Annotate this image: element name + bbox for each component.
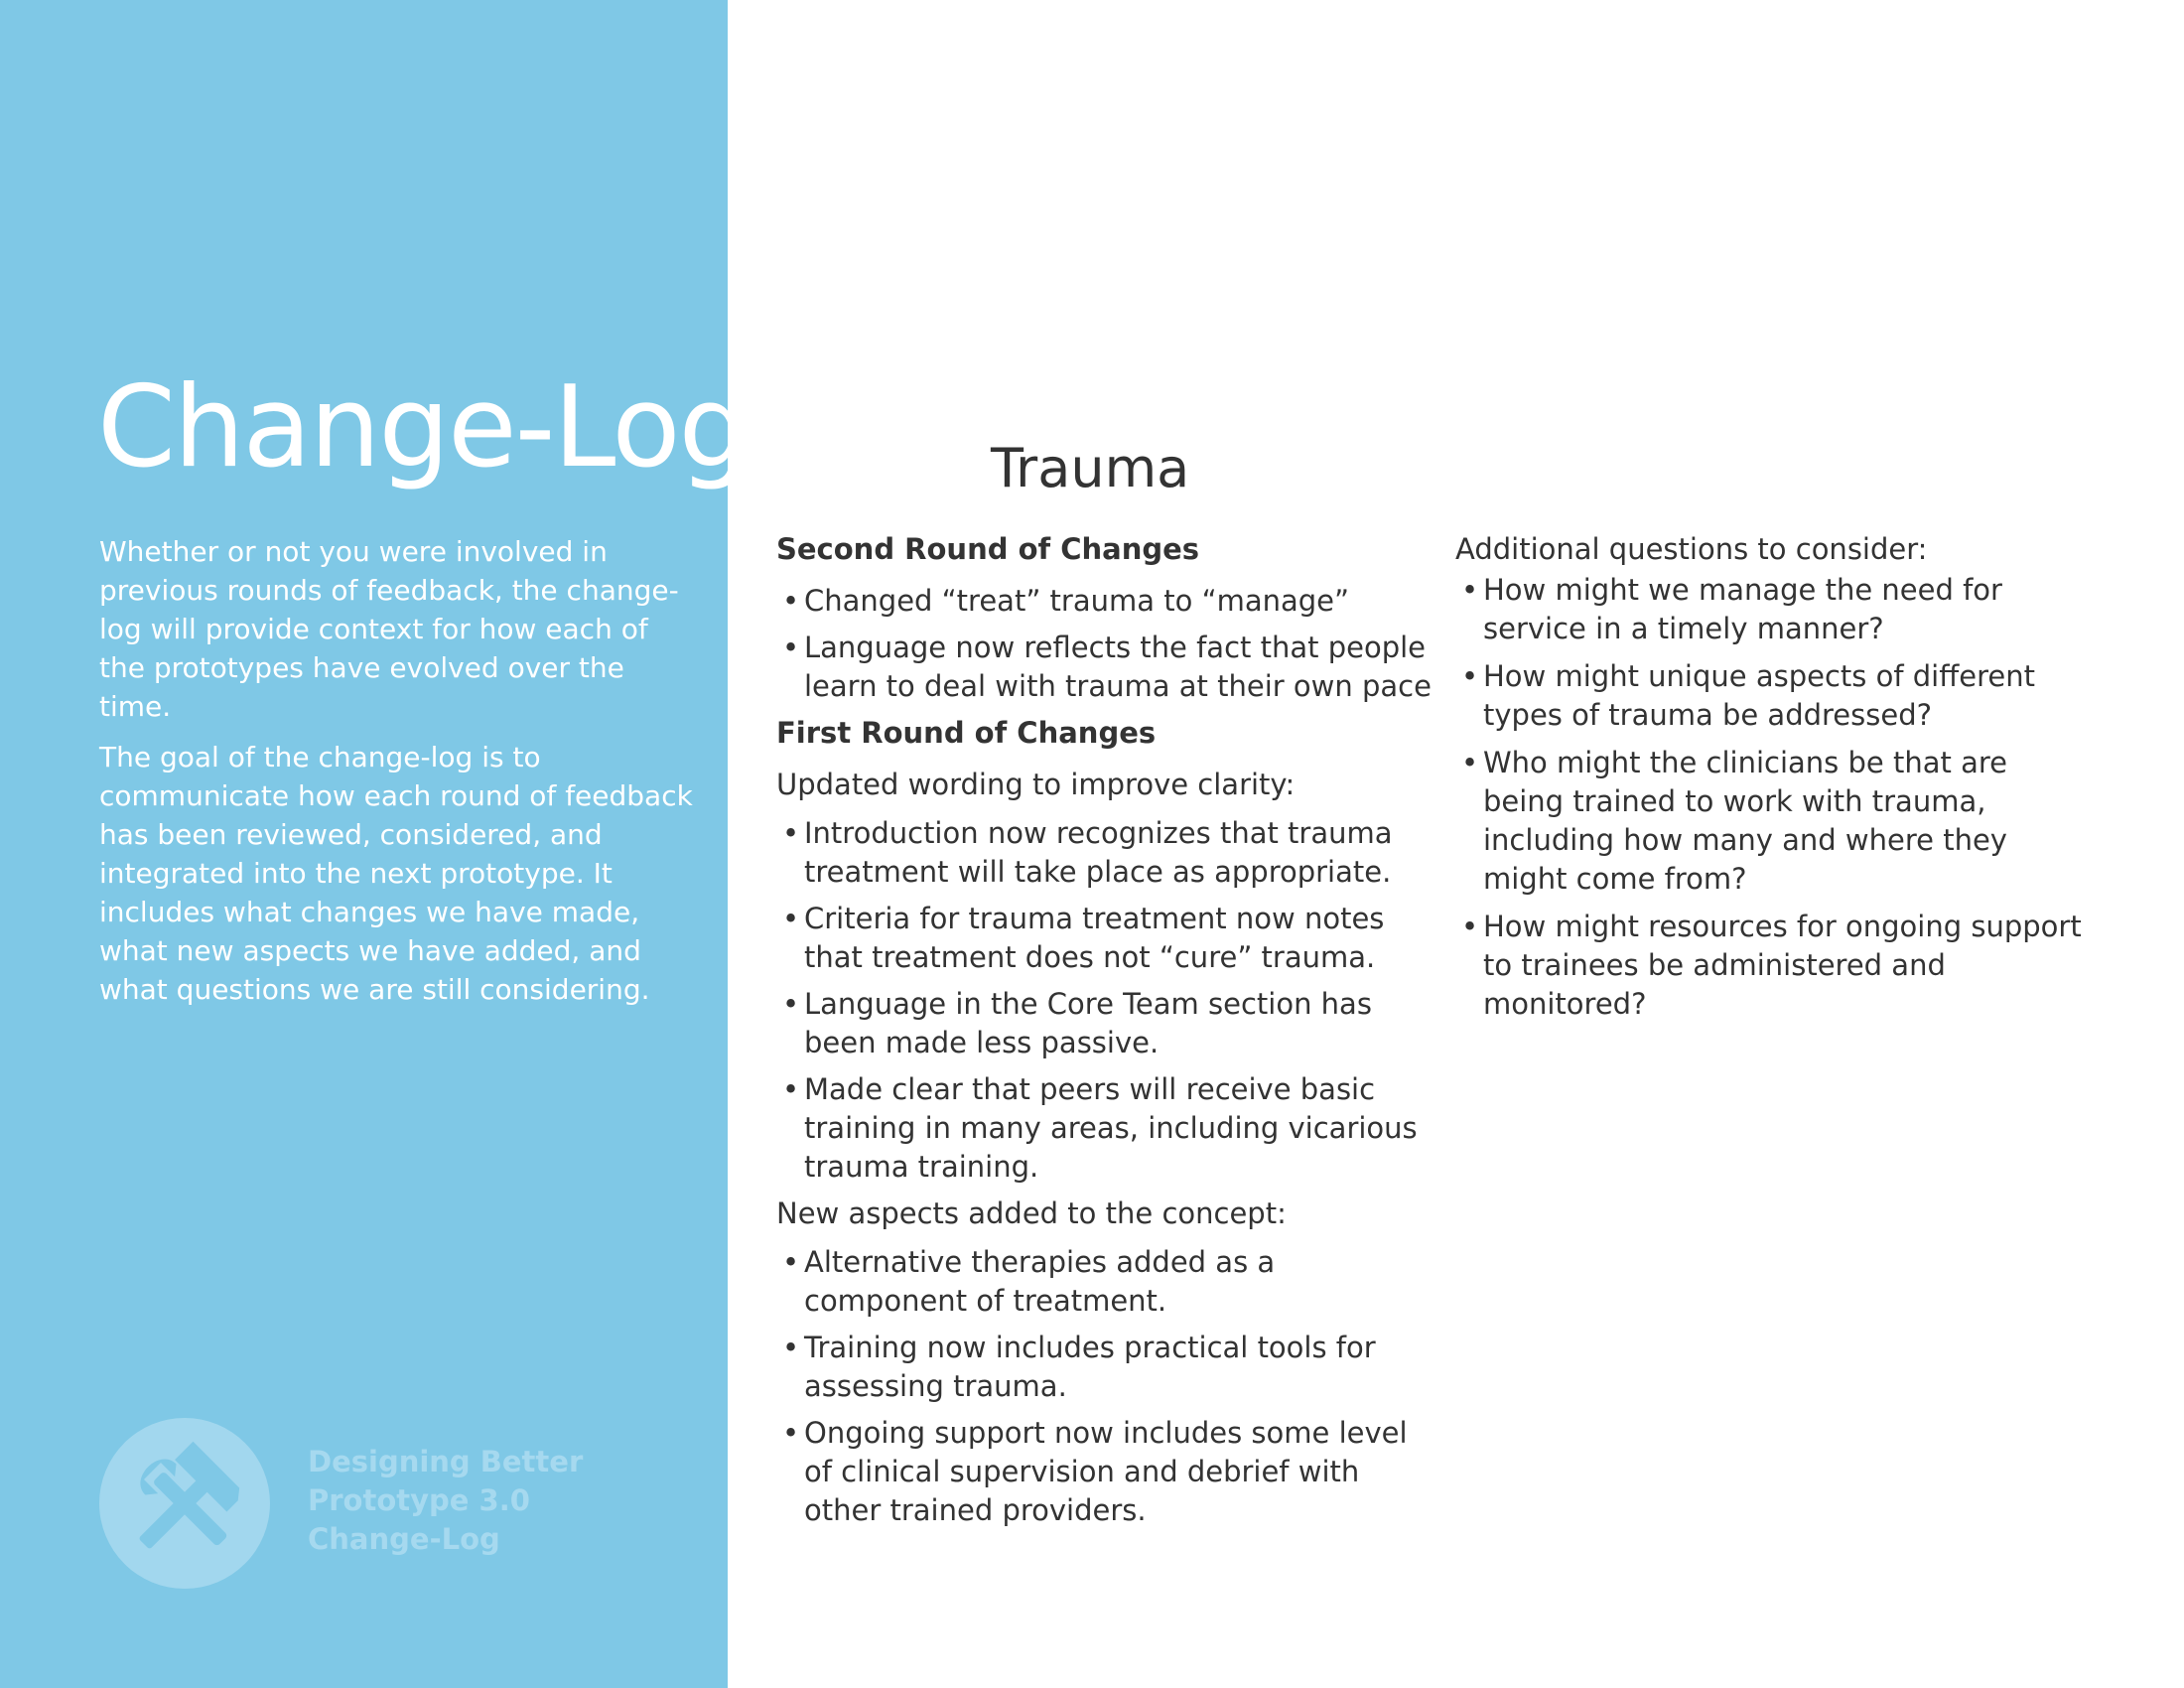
questions-column (1455, 530, 2091, 1033)
logo-line: Prototype 3.0 (308, 1483, 530, 1517)
second-round-heading: Second Round of Changes (776, 532, 1200, 566)
questions-intro: Additional questions to consider: (1455, 532, 1928, 566)
sidebar-title: Change-Log (97, 361, 749, 492)
page-title: Trauma (991, 437, 1190, 499)
questions-list (1455, 571, 2091, 1024)
logo-line: Change-Log (308, 1522, 500, 1556)
logo-caption (308, 1443, 625, 1559)
sidebar-paragraph: The goal of the change-log is to communicate how each round of feedback has been reviewed, considered, and integrated into the next prototype. It includes what changes we have made, what new aspects we have added, and what questions we are still considering. (99, 741, 693, 1006)
second-round-list (776, 582, 1432, 706)
list-item: • How might resources for ongoing support to trainees be administered and monitored? (1455, 908, 2091, 1024)
list-item: • Training now includes practical tools for assessing trauma. (776, 1329, 1432, 1406)
list-item: • Ongoing support now includes some level of clinical supervision and debrief with other trained providers. (776, 1414, 1432, 1530)
hammer-wrench-icon (99, 1418, 270, 1589)
list-item: • Made clear that peers will receive basic training in many areas, including vicarious trauma training. (776, 1070, 1432, 1187)
list-item: • Criteria for trauma treatment now notes that treatment does not “cure” trauma. (776, 900, 1432, 977)
logo-line: Designing Better (308, 1445, 584, 1478)
new-aspects-intro: New aspects added to the concept: (776, 1196, 1287, 1230)
new-aspects-list (776, 1243, 1432, 1530)
list-item: • Introduction now recognizes that trauma treatment will take place as appropriate. (776, 814, 1432, 892)
changes-column (776, 530, 1432, 1538)
list-item: • Language now reflects the fact that people learn to deal with trauma at their own pace (776, 629, 1432, 706)
list-item: • How might unique aspects of different types of trauma be addressed? (1455, 657, 2091, 735)
wording-list (776, 814, 1432, 1187)
sidebar-intro (99, 532, 695, 1021)
wording-intro: Updated wording to improve clarity: (776, 768, 1296, 801)
first-round-heading: First Round of Changes (776, 716, 1157, 750)
sidebar (0, 0, 749, 1688)
sidebar-paragraph: Whether or not you were involved in previous rounds of feedback, the change-log will provide context for how each of the prototypes have evolved over the time. (99, 535, 679, 723)
list-item: • Who might the clinicians be that are being trained to work with trauma, including how many and where they might come from? (1455, 744, 2091, 899)
list-item: • Changed “treat” trauma to “manage” (776, 582, 1432, 621)
list-item: • Language in the Core Team section has been made less passive. (776, 985, 1432, 1062)
list-item: • Alternative therapies added as a component of treatment. (776, 1243, 1432, 1321)
list-item: • How might we manage the need for service in a timely manner? (1455, 571, 2091, 648)
